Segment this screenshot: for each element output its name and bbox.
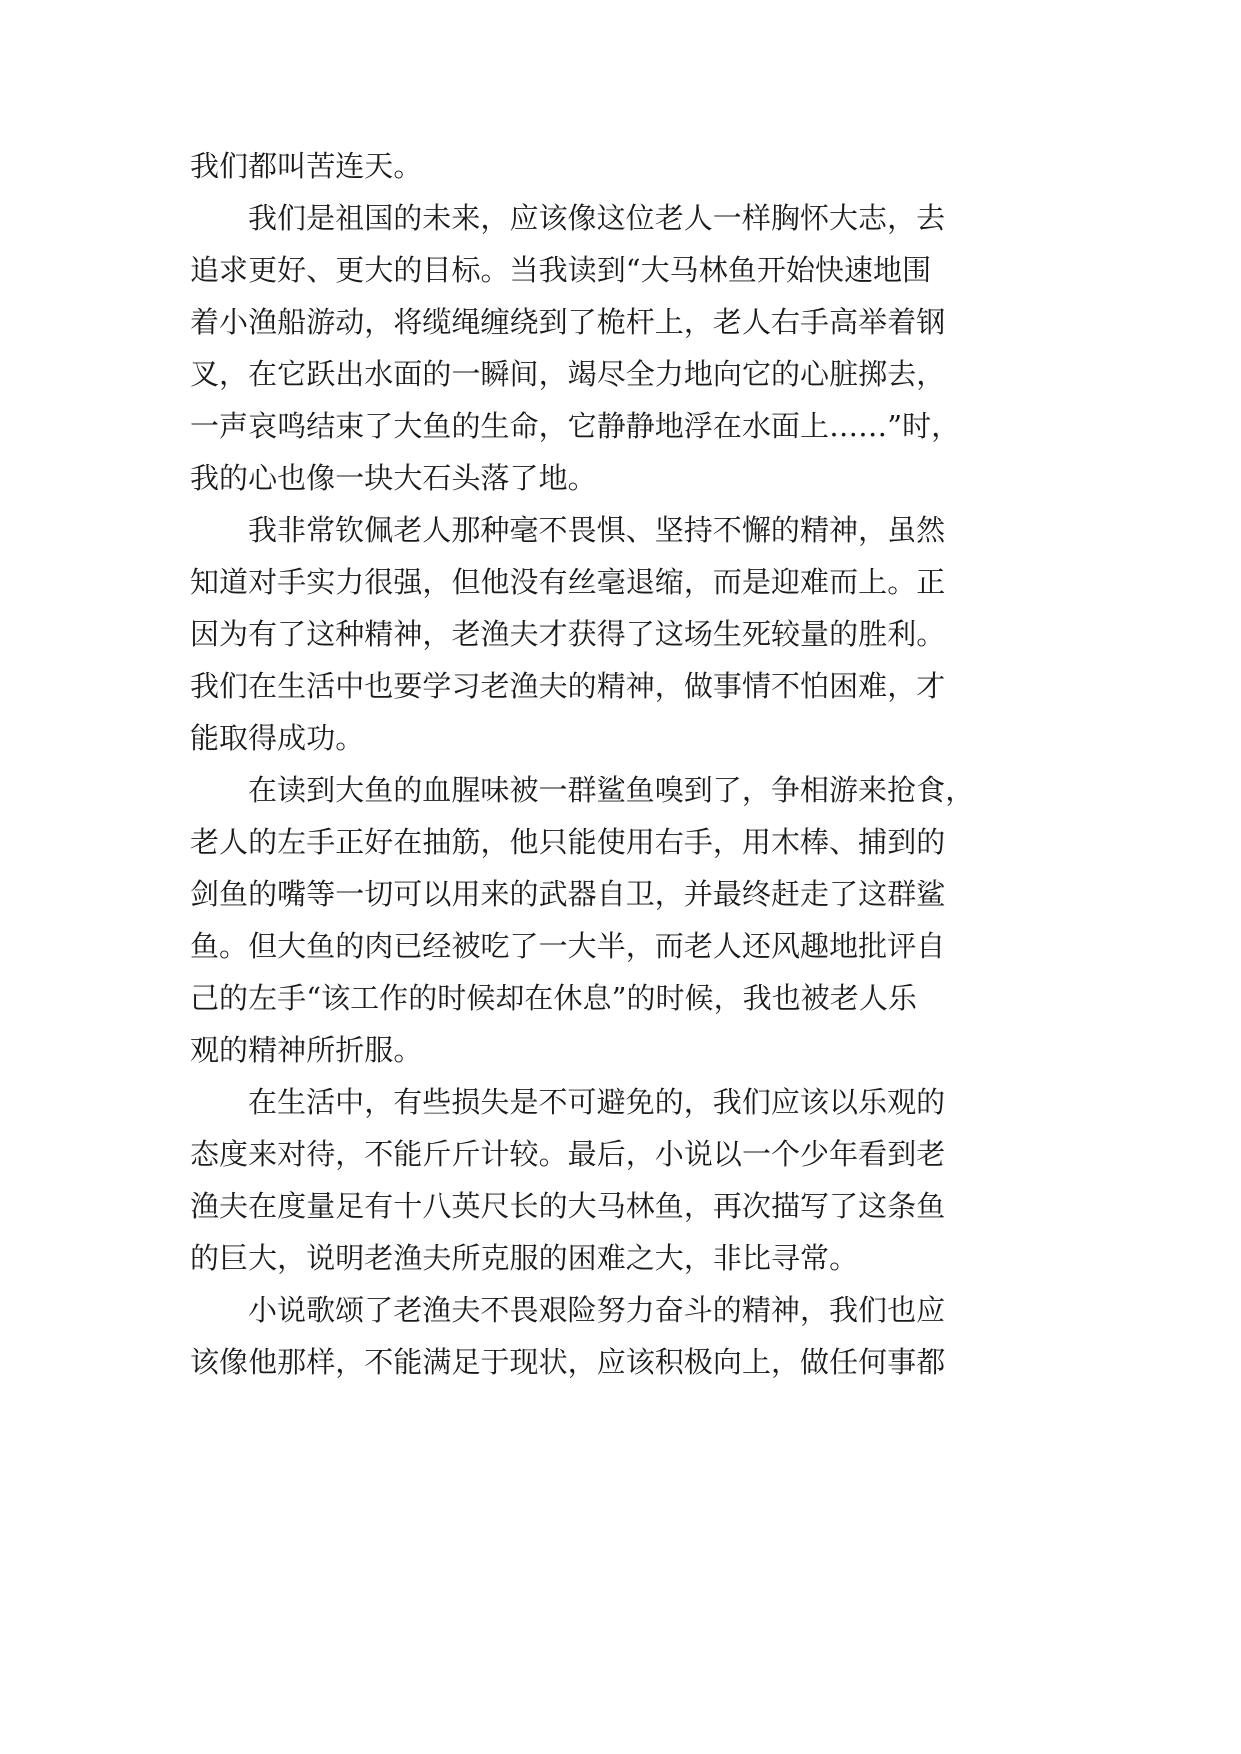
text-line: 一声哀鸣结束了大鱼的生命，它静静地浮在水面上……”时， xyxy=(190,409,961,443)
paragraph-first-line: 在生活中，有些损失是不可避免的，我们应该以乐观的 xyxy=(248,1085,946,1119)
text-line: 追求更好、更大的目标。当我读到“大马林鱼开始快速地围 xyxy=(190,253,932,287)
text-line: 我的心也像一块大石头落了地。 xyxy=(190,461,597,495)
text-line: 我们都叫苦连天。 xyxy=(190,149,423,183)
text-line: 能取得成功。 xyxy=(190,721,365,755)
text-line: 鱼。但大鱼的肉已经被吃了一大半，而老人还风趣地批评自 xyxy=(190,929,946,963)
text-line: 我们在生活中也要学习老渔夫的精神，做事情不怕困难，才 xyxy=(190,669,946,703)
text-line: 该像他那样，不能满足于现状，应该积极向上，做任何事都 xyxy=(190,1345,946,1379)
text-line: 因为有了这种精神，老渔夫才获得了这场生死较量的胜利。 xyxy=(190,617,946,651)
text-line: 叉，在它跃出水面的一瞬间，竭尽全力地向它的心脏掷去， xyxy=(190,357,946,391)
text-line: 的巨大，说明老渔夫所克服的困难之大，非比寻常。 xyxy=(190,1241,859,1275)
text-line: 剑鱼的嘴等一切可以用来的武器自卫，并最终赶走了这群鲨 xyxy=(190,877,946,911)
text-line: 己的左手“该工作的时候却在休息”的时候，我也被老人乐 xyxy=(190,981,917,1015)
text-line: 着小渔船游动，将缆绳缠绕到了桅杆上，老人右手高举着钢 xyxy=(190,305,946,339)
text-line: 老人的左手正好在抽筋，他只能使用右手，用木棒、捕到的 xyxy=(190,825,946,859)
paragraph-first-line: 我非常钦佩老人那种毫不畏惧、坚持不懈的精神，虽然 xyxy=(248,513,946,547)
paragraph-first-line: 小说歌颂了老渔夫不畏艰险努力奋斗的精神，我们也应 xyxy=(248,1293,946,1327)
text-line: 知道对手实力很强，但他没有丝毫退缩，而是迎难而上。正 xyxy=(190,565,946,599)
text-line: 态度来对待，不能斤斤计较。最后，小说以一个少年看到老 xyxy=(190,1137,946,1171)
text-line: 渔夫在度量足有十八英尺长的大马林鱼，再次描写了这条鱼 xyxy=(190,1189,946,1223)
paragraph-first-line: 在读到大鱼的血腥味被一群鲨鱼嗅到了，争相游来抢食， xyxy=(248,773,975,807)
text-line: 观的精神所折服。 xyxy=(190,1033,423,1067)
paragraph-first-line: 我们是祖国的未来，应该像这位老人一样胸怀大志，去 xyxy=(248,201,946,235)
